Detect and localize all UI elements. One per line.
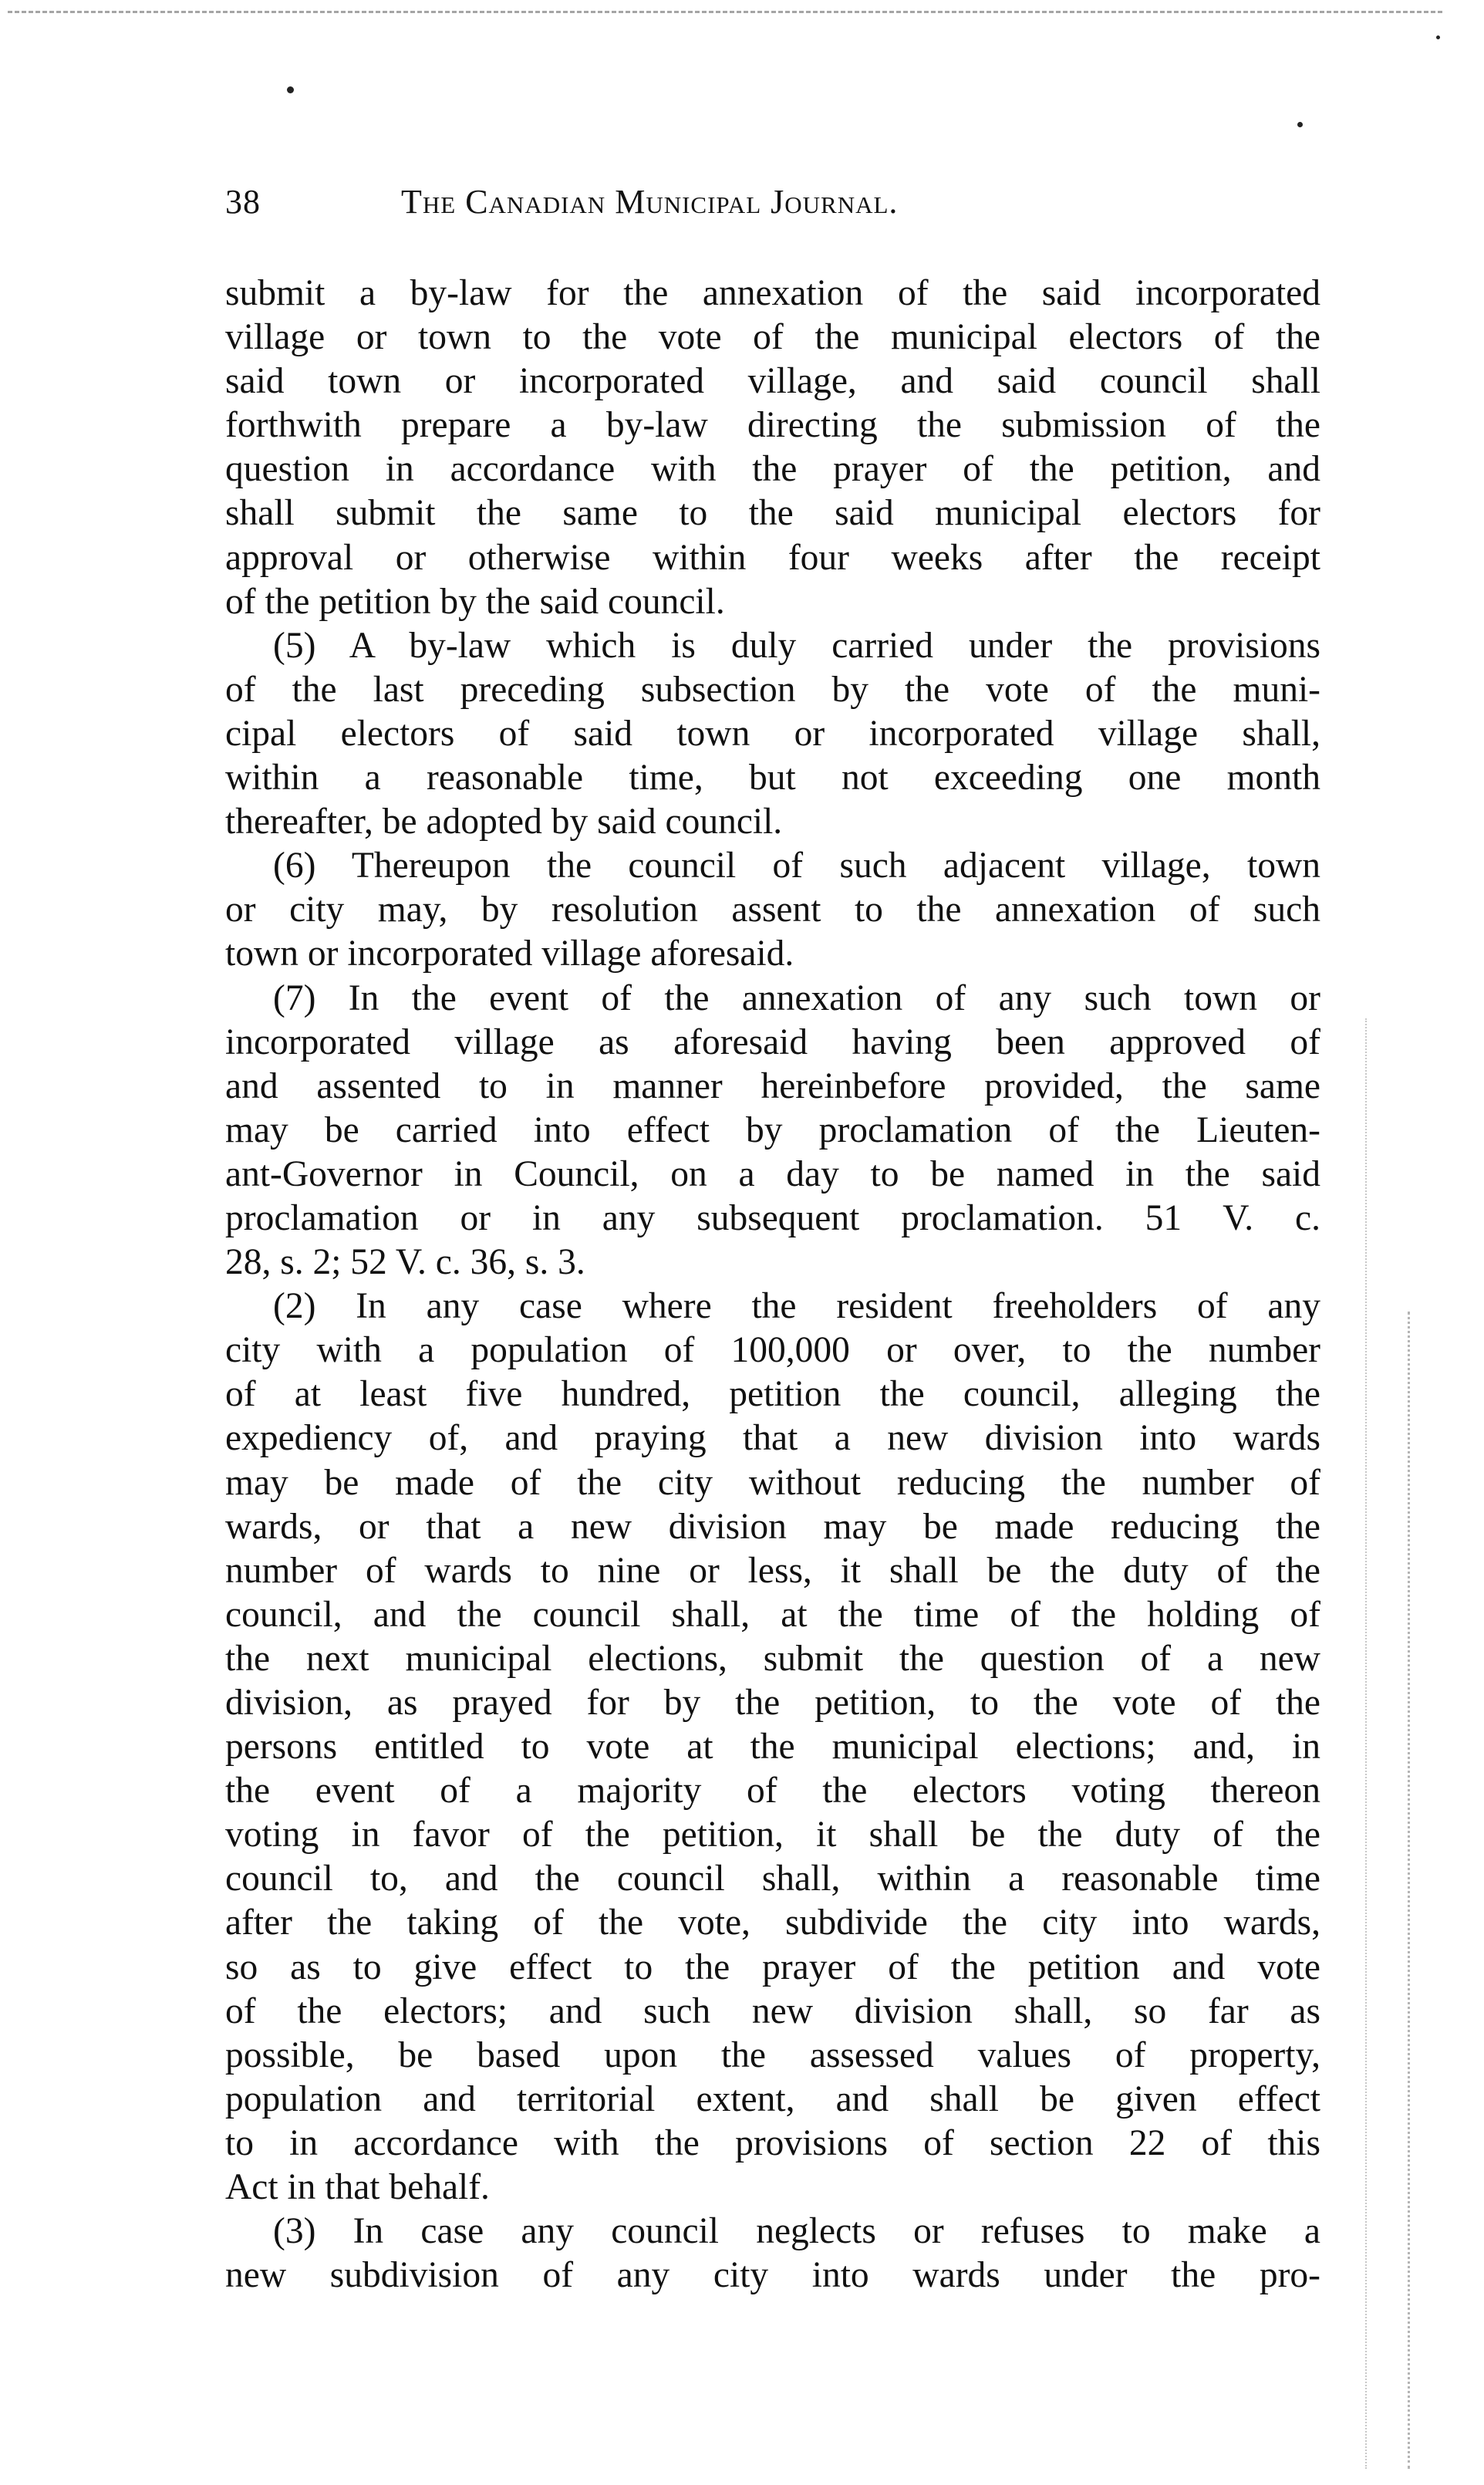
text-line: proclamation or in any subsequent proclamation. 51 V. c. <box>225 1197 1320 1238</box>
text-line: persons entitled to vote at the municipal elections; and, in <box>225 1727 1320 1768</box>
text-line: the event of a majority of the electors voting thereon <box>225 1771 1320 1811</box>
text-line: (7) In the event of the annexation of any such town or <box>273 977 1320 1018</box>
text-line: population and territorial extent, and shall be given effect <box>225 2078 1320 2119</box>
text-line: city with a population of 100,000 or over, to the number <box>225 1330 1320 1371</box>
text-line: forthwith prepare a by-law directing the submission of the <box>225 405 1320 446</box>
text-line: incorporated village as aforesaid having been approved of <box>225 1021 1320 1062</box>
text-line: division, as prayed for by the petition, to the vote of the <box>225 1683 1320 1723</box>
text-line: village or town to the vote of the municipal electors of the <box>225 317 1320 358</box>
text-line: the next municipal elections, submit the question of a new <box>225 1638 1320 1679</box>
text-line: of at least five hundred, petition the council, alleging the <box>225 1374 1320 1415</box>
text-line: thereafter, be adopted by said council. <box>225 802 783 842</box>
text-line: (6) Thereupon the council of such adjacent village, town <box>273 846 1320 886</box>
text-line: approval or otherwise within four weeks after the receipt <box>225 537 1320 578</box>
text-line: cipal electors of said town or incorporated village shall, <box>225 713 1320 754</box>
text-line: 28, s. 2; 52 V. c. 36, s. 3. <box>225 1242 585 1283</box>
text-line: (5) A by-law which is duly carried under the provisions <box>273 625 1320 666</box>
text-line: ant-Governor in Council, on a day to be named in the said <box>225 1153 1320 1194</box>
scan-speck <box>287 86 294 93</box>
text-line: said town or incorporated village, and said council shall <box>225 361 1320 402</box>
body-text <box>225 272 1320 2298</box>
text-line: so as to give effect to the prayer of the petition and vote <box>225 1946 1320 1987</box>
text-line: of the petition by the said council. <box>225 581 725 622</box>
text-line: question in accordance with the prayer of the petition, and <box>225 449 1320 490</box>
text-line: may be carried into effect by proclamation of the Lieuten- <box>225 1109 1320 1150</box>
scan-top-edge-rule <box>8 11 1442 13</box>
text-line: after the taking of the vote, subdivide the city into wards, <box>225 1903 1320 1943</box>
running-header <box>225 182 1320 244</box>
text-line: number of wards to nine or less, it shall be the duty of the <box>225 1550 1320 1591</box>
text-line: council, and the council shall, at the time of the holding of <box>225 1594 1320 1635</box>
text-line: town or incorporated village aforesaid. <box>225 934 794 974</box>
text-line: shall submit the same to the said municipal electors for <box>225 493 1320 534</box>
text-line: submit a by-law for the annexation of the said incorporated <box>225 273 1320 313</box>
text-line: Act in that behalf. <box>225 2167 490 2208</box>
scan-edge-noise <box>1408 1312 1456 2469</box>
text-line: possible, be based upon the assessed values of property, <box>225 2034 1320 2075</box>
text-line: to in accordance with the provisions of section 22 of this <box>225 2122 1320 2163</box>
text-line: (3) In case any council neglects or refuses to make a <box>273 2211 1320 2252</box>
journal-title: The Canadian Municipal Journal. <box>401 183 899 221</box>
scan-speck <box>1297 122 1303 127</box>
text-line: of the electors; and such new division shall, so far as <box>225 1990 1320 2031</box>
text-line: wards, or that a new division may be made reducing the <box>225 1506 1320 1547</box>
text-line: new subdivision of any city into wards under the pro- <box>225 2255 1320 2296</box>
text-line: council to, and the council shall, within a reasonable time <box>225 1859 1320 1899</box>
text-line: expediency of, and praying that a new division into wards <box>225 1418 1320 1459</box>
text-line: or city may, by resolution assent to the annexation of such <box>225 890 1320 930</box>
text-line: may be made of the city without reducing the number of <box>225 1462 1320 1503</box>
text-line: voting in favor of the petition, it shall be the duty of the <box>225 1815 1320 1855</box>
text-line: within a reasonable time, but not exceeding one month <box>225 758 1320 799</box>
text-line: of the last preceding subsection by the vote of the muni- <box>225 669 1320 710</box>
page-number: 38 <box>225 183 261 221</box>
scan-speck <box>1436 35 1440 39</box>
scan-edge-noise <box>1365 1018 1413 2469</box>
text-line: (2) In any case where the resident freeholders of any <box>273 1286 1320 1327</box>
text-line: and assented to in manner hereinbefore provided, the same <box>225 1065 1320 1106</box>
